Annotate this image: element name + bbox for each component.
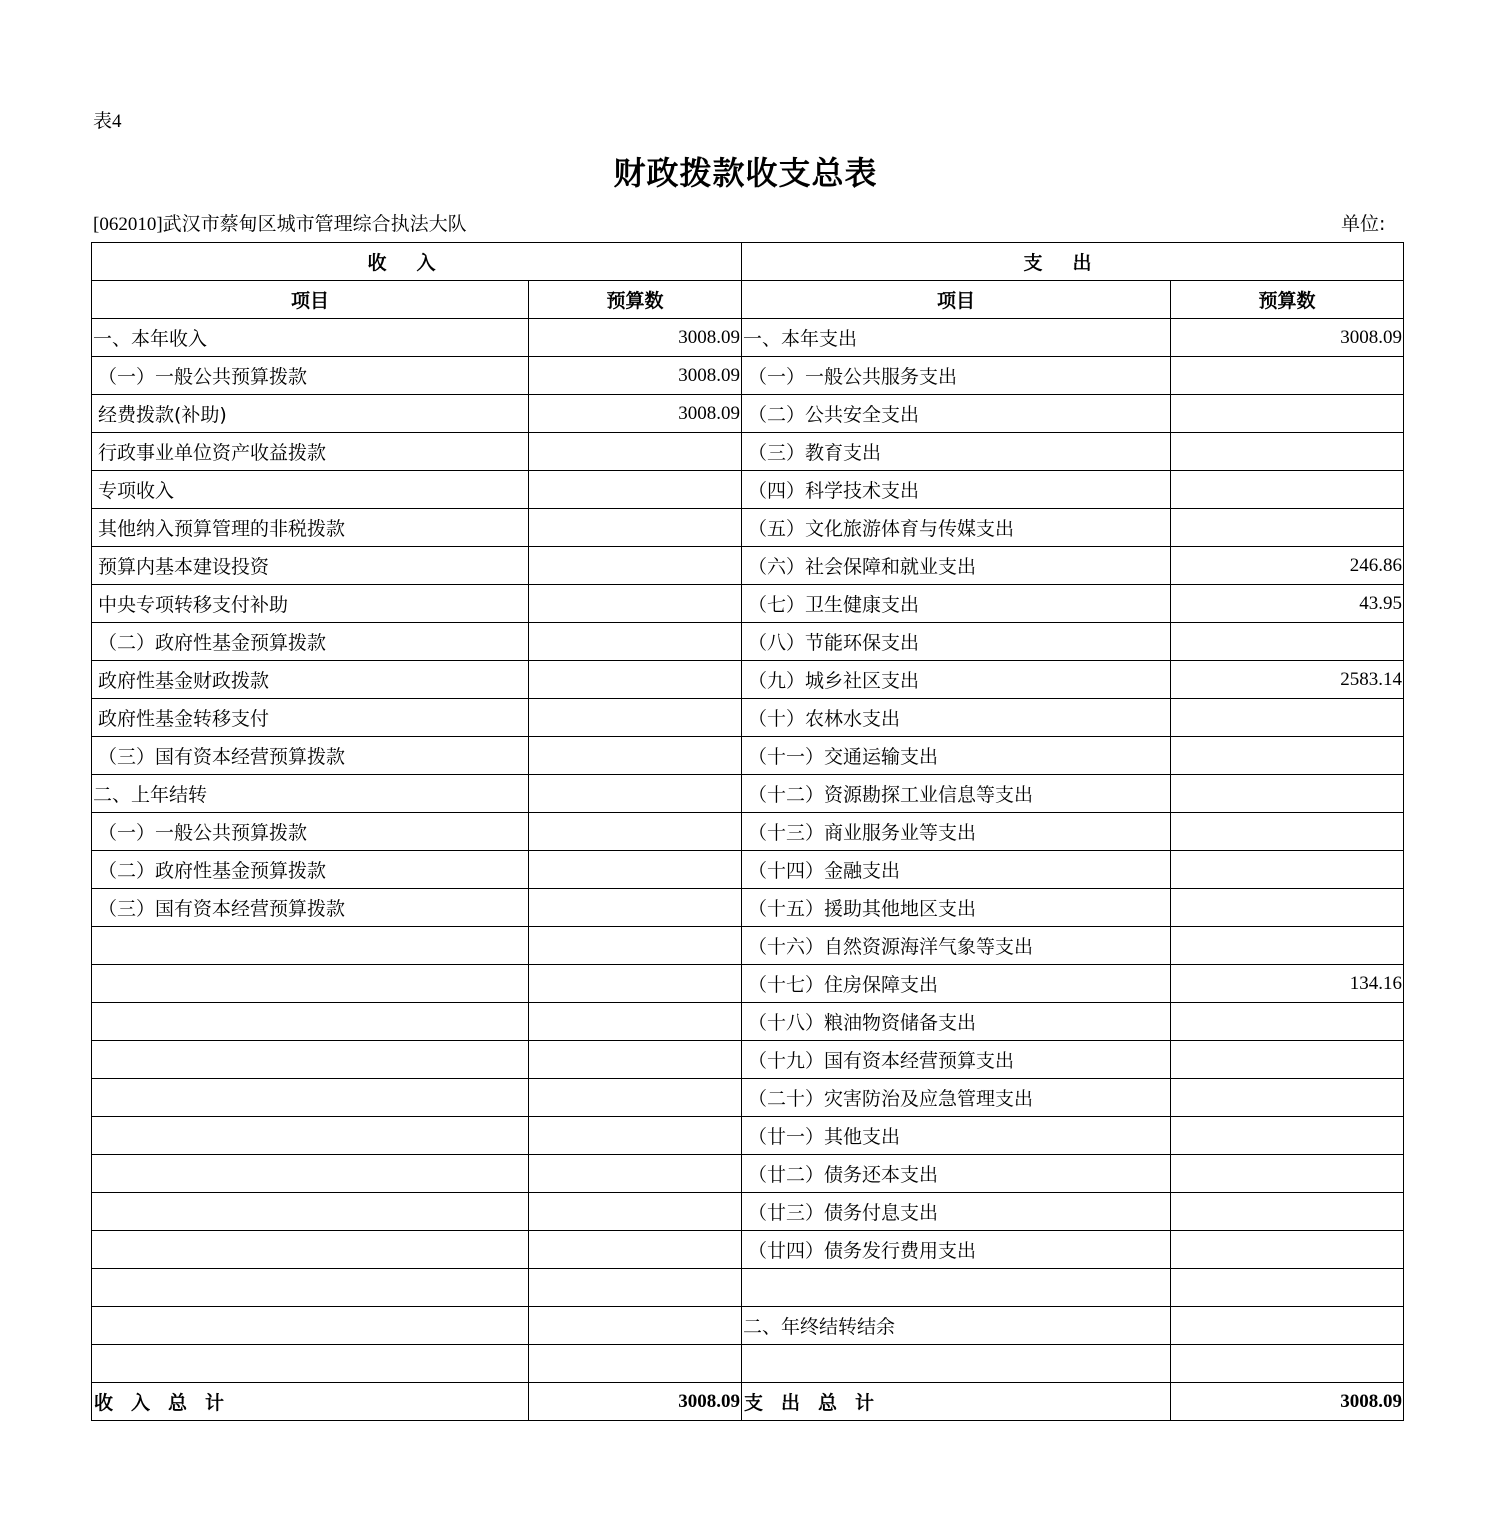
income-budget-cell — [529, 889, 742, 927]
income-item-cell — [92, 965, 529, 1003]
expense-budget-cell — [1171, 1231, 1404, 1269]
expense-item-cell: （十二）资源勘探工业信息等支出 — [742, 775, 1171, 813]
income-item-cell — [92, 1269, 529, 1307]
expense-budget-cell — [1171, 1193, 1404, 1231]
income-budget-cell: 3008.09 — [529, 357, 742, 395]
expense-item-cell: （十七）住房保障支出 — [742, 965, 1171, 1003]
expense-item-cell: （一）一般公共服务支出 — [742, 357, 1171, 395]
expense-budget-cell — [1171, 509, 1404, 547]
table-row — [92, 813, 1404, 851]
expense-budget-cell — [1171, 889, 1404, 927]
expense-item-cell: （廿四）债务发行费用支出 — [742, 1231, 1171, 1269]
expense-item-cell: 二、年终结转结余 — [742, 1307, 1171, 1345]
totals-row — [92, 1383, 1404, 1421]
income-budget-cell — [529, 1193, 742, 1231]
expense-item-cell: （十八）粮油物资储备支出 — [742, 1003, 1171, 1041]
income-item-cell — [92, 1155, 529, 1193]
income-budget-cell — [529, 661, 742, 699]
expense-budget-cell — [1171, 1345, 1404, 1383]
table-row — [92, 889, 1404, 927]
table-row — [92, 471, 1404, 509]
expense-budget-cell — [1171, 851, 1404, 889]
expense-budget-cell — [1171, 1003, 1404, 1041]
income-budget-cell — [529, 927, 742, 965]
expense-item-cell: （十六）自然资源海洋气象等支出 — [742, 927, 1171, 965]
expense-item-cell — [742, 1269, 1171, 1307]
expense-budget-cell — [1171, 737, 1404, 775]
expense-item-header: 项目 — [742, 281, 1171, 319]
income-budget-cell — [529, 1345, 742, 1383]
expense-budget-cell — [1171, 699, 1404, 737]
income-budget-cell — [529, 1003, 742, 1041]
budget-table — [91, 242, 1404, 1421]
page-title: 财政拨款收支总表 — [613, 154, 878, 192]
expense-budget-cell — [1171, 1269, 1404, 1307]
expense-item-cell: （五）文化旅游体育与传媒支出 — [742, 509, 1171, 547]
expense-item-cell: （二十）灾害防治及应急管理支出 — [742, 1079, 1171, 1117]
income-item-cell: 经费拨款(补助) — [92, 395, 529, 433]
expense-item-cell: （十五）援助其他地区支出 — [742, 889, 1171, 927]
income-item-cell: 二、上年结转 — [92, 775, 529, 813]
income-item-cell — [92, 1003, 529, 1041]
expense-item-cell: （十三）商业服务业等支出 — [742, 813, 1171, 851]
table-row — [92, 965, 1404, 1003]
section-header-row — [92, 243, 1404, 281]
table-number: 表4 — [93, 111, 122, 132]
expense-budget-cell — [1171, 1041, 1404, 1079]
table-row — [92, 1003, 1404, 1041]
expense-item-cell: （九）城乡社区支出 — [742, 661, 1171, 699]
table-row — [92, 1307, 1404, 1345]
expense-item-cell: （十四）金融支出 — [742, 851, 1171, 889]
table-row — [92, 927, 1404, 965]
income-total-value: 3008.09 — [529, 1383, 742, 1421]
income-item-cell: （二）政府性基金预算拨款 — [92, 851, 529, 889]
expense-item-cell: （四）科学技术支出 — [742, 471, 1171, 509]
income-item-cell: 其他纳入预算管理的非税拨款 — [92, 509, 529, 547]
income-budget-cell: 3008.09 — [529, 319, 742, 357]
income-budget-cell — [529, 585, 742, 623]
income-item-cell: （三）国有资本经营预算拨款 — [92, 889, 529, 927]
income-budget-cell — [529, 547, 742, 585]
table-row — [92, 585, 1404, 623]
income-budget-header: 预算数 — [529, 281, 742, 319]
income-item-cell: （三）国有资本经营预算拨款 — [92, 737, 529, 775]
income-budget-cell — [529, 433, 742, 471]
table-row — [92, 1079, 1404, 1117]
table-row — [92, 623, 1404, 661]
expense-budget-cell — [1171, 927, 1404, 965]
income-item-cell: 中央专项转移支付补助 — [92, 585, 529, 623]
table-row — [92, 661, 1404, 699]
expense-budget-cell: 246.86 — [1171, 547, 1404, 585]
income-budget-cell — [529, 965, 742, 1003]
income-item-cell: 政府性基金转移支付 — [92, 699, 529, 737]
income-budget-cell — [529, 813, 742, 851]
income-budget-cell — [529, 1041, 742, 1079]
income-item-cell — [92, 1345, 529, 1383]
income-budget-cell — [529, 1307, 742, 1345]
table-row — [92, 1345, 1404, 1383]
expense-budget-cell — [1171, 433, 1404, 471]
expense-budget-cell — [1171, 623, 1404, 661]
table-row — [92, 851, 1404, 889]
income-item-cell — [92, 927, 529, 965]
table-row — [92, 357, 1404, 395]
income-item-cell — [92, 1079, 529, 1117]
expense-section-header: 支出 — [742, 243, 1404, 281]
income-budget-cell — [529, 623, 742, 661]
income-item-cell: 一、本年收入 — [92, 319, 529, 357]
expense-item-cell: （八）节能环保支出 — [742, 623, 1171, 661]
expense-item-cell: 一、本年支出 — [742, 319, 1171, 357]
expense-item-cell: （十）农林水支出 — [742, 699, 1171, 737]
expense-item-cell: （三）教育支出 — [742, 433, 1171, 471]
expense-item-cell: （六）社会保障和就业支出 — [742, 547, 1171, 585]
table-row — [92, 775, 1404, 813]
expense-item-cell: （七）卫生健康支出 — [742, 585, 1171, 623]
expense-budget-cell: 2583.14 — [1171, 661, 1404, 699]
income-budget-cell — [529, 1155, 742, 1193]
table-row — [92, 433, 1404, 471]
table-row — [92, 1231, 1404, 1269]
expense-total-label: 支出总计 — [742, 1383, 1171, 1421]
expense-budget-cell — [1171, 1307, 1404, 1345]
expense-total-value: 3008.09 — [1171, 1383, 1404, 1421]
income-budget-cell — [529, 1117, 742, 1155]
income-item-cell: （一）一般公共预算拨款 — [92, 357, 529, 395]
expense-item-cell: （廿一）其他支出 — [742, 1117, 1171, 1155]
table-row — [92, 1193, 1404, 1231]
table-row — [92, 1117, 1404, 1155]
table-row — [92, 319, 1404, 357]
income-budget-cell — [529, 1231, 742, 1269]
expense-item-cell: （廿二）债务还本支出 — [742, 1155, 1171, 1193]
expense-budget-cell — [1171, 395, 1404, 433]
expense-budget-cell — [1171, 813, 1404, 851]
table-row — [92, 1041, 1404, 1079]
income-item-cell — [92, 1193, 529, 1231]
income-item-cell — [92, 1041, 529, 1079]
expense-budget-cell — [1171, 357, 1404, 395]
income-budget-cell — [529, 699, 742, 737]
expense-budget-cell — [1171, 1117, 1404, 1155]
expense-item-cell: （二）公共安全支出 — [742, 395, 1171, 433]
income-budget-cell — [529, 775, 742, 813]
income-total-label: 收入总计 — [92, 1383, 529, 1421]
income-item-cell — [92, 1231, 529, 1269]
income-item-header: 项目 — [92, 281, 529, 319]
income-item-cell: 政府性基金财政拨款 — [92, 661, 529, 699]
expense-budget-cell: 134.16 — [1171, 965, 1404, 1003]
expense-budget-cell: 3008.09 — [1171, 319, 1404, 357]
income-item-cell — [92, 1117, 529, 1155]
organization-name: [062010]武汉市蔡甸区城市管理综合执法大队 — [93, 214, 467, 235]
column-header-row — [92, 281, 1404, 319]
expense-budget-cell — [1171, 1079, 1404, 1117]
table-row — [92, 509, 1404, 547]
income-item-cell: 专项收入 — [92, 471, 529, 509]
income-item-cell: 行政事业单位资产收益拨款 — [92, 433, 529, 471]
expense-budget-cell — [1171, 471, 1404, 509]
table-row — [92, 737, 1404, 775]
unit-label: 单位: — [1341, 213, 1386, 235]
expense-budget-header: 预算数 — [1171, 281, 1404, 319]
income-item-cell: （一）一般公共预算拨款 — [92, 813, 529, 851]
income-item-cell — [92, 1307, 529, 1345]
table-row — [92, 1269, 1404, 1307]
table-row — [92, 547, 1404, 585]
table-row — [92, 699, 1404, 737]
income-budget-cell: 3008.09 — [529, 395, 742, 433]
expense-budget-cell: 43.95 — [1171, 585, 1404, 623]
expense-item-cell — [742, 1345, 1171, 1383]
income-budget-cell — [529, 737, 742, 775]
income-item-cell: 预算内基本建设投资 — [92, 547, 529, 585]
expense-budget-cell — [1171, 1155, 1404, 1193]
table-row — [92, 395, 1404, 433]
expense-item-cell: （十一）交通运输支出 — [742, 737, 1171, 775]
expense-item-cell: （十九）国有资本经营预算支出 — [742, 1041, 1171, 1079]
income-budget-cell — [529, 471, 742, 509]
expense-item-cell: （廿三）债务付息支出 — [742, 1193, 1171, 1231]
income-item-cell: （二）政府性基金预算拨款 — [92, 623, 529, 661]
income-budget-cell — [529, 1269, 742, 1307]
income-budget-cell — [529, 1079, 742, 1117]
expense-budget-cell — [1171, 775, 1404, 813]
income-budget-cell — [529, 509, 742, 547]
income-section-header: 收入 — [92, 243, 742, 281]
table-row — [92, 1155, 1404, 1193]
income-budget-cell — [529, 851, 742, 889]
